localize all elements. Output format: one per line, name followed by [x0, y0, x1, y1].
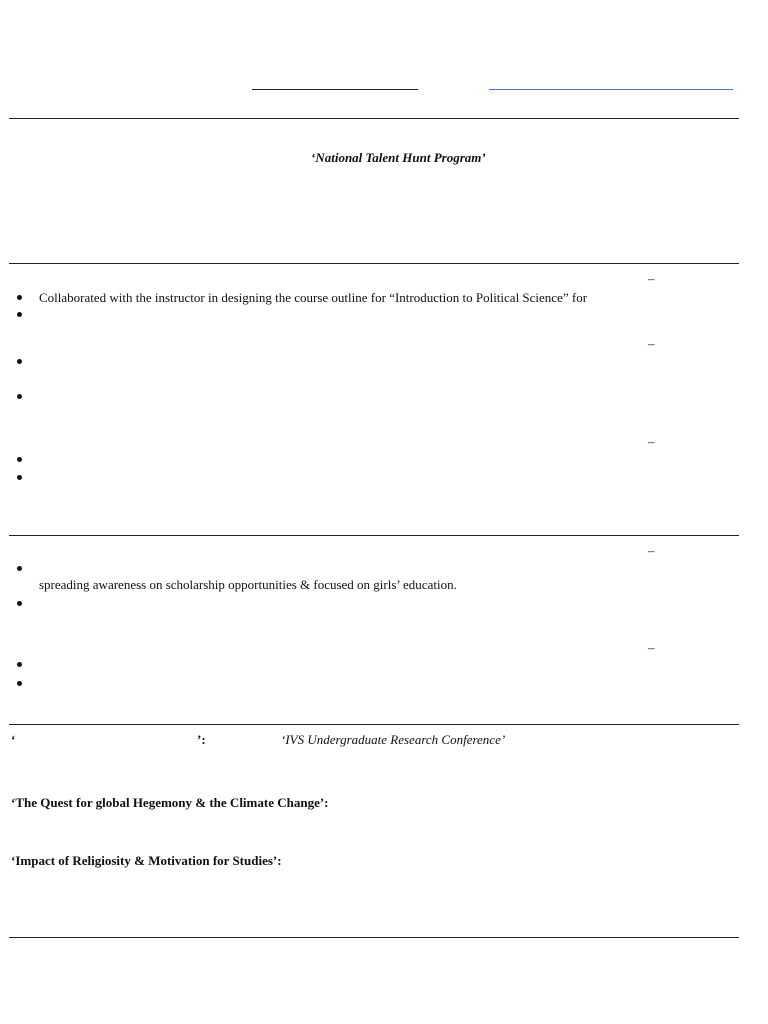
date-dash: – — [648, 640, 655, 655]
date-dash: – — [648, 434, 655, 449]
conference-title: ‘IVS Undergraduate Research Conference’ — [281, 732, 506, 747]
contact-link-underline[interactable] — [489, 89, 733, 90]
program-title: ‘National Talent Hunt Program’ — [311, 150, 486, 165]
list-bullet — [17, 601, 22, 606]
open-quote: ‘ — [11, 732, 16, 747]
list-bullet — [17, 295, 22, 300]
section-divider — [9, 724, 739, 725]
experience-bullet-text: Collaborated with the instructor in designing the course outline for “Introduction to Political Science” for — [39, 290, 588, 305]
section-divider — [9, 535, 739, 536]
list-bullet — [17, 394, 22, 399]
volunteer-text: spreading awareness on scholarship opportunities & focused on girls’ education. — [39, 577, 457, 592]
date-dash: – — [648, 336, 655, 351]
date-dash: – — [648, 271, 655, 286]
contact-underline-left — [252, 89, 418, 90]
section-divider — [9, 263, 739, 264]
date-dash: – — [648, 543, 655, 558]
list-bullet — [17, 359, 22, 364]
list-bullet — [17, 681, 22, 686]
section-divider — [9, 937, 739, 938]
list-bullet — [17, 312, 22, 317]
paper-title: ‘Impact of Religiosity & Motivation for Studies’: — [11, 853, 282, 868]
section-divider — [9, 118, 739, 119]
close-quote: ’: — [197, 732, 206, 747]
list-bullet — [17, 475, 22, 480]
list-bullet — [17, 662, 22, 667]
paper-title: ‘The Quest for global Hegemony & the Climate Change’: — [11, 795, 329, 810]
list-bullet — [17, 457, 22, 462]
list-bullet — [17, 566, 22, 571]
